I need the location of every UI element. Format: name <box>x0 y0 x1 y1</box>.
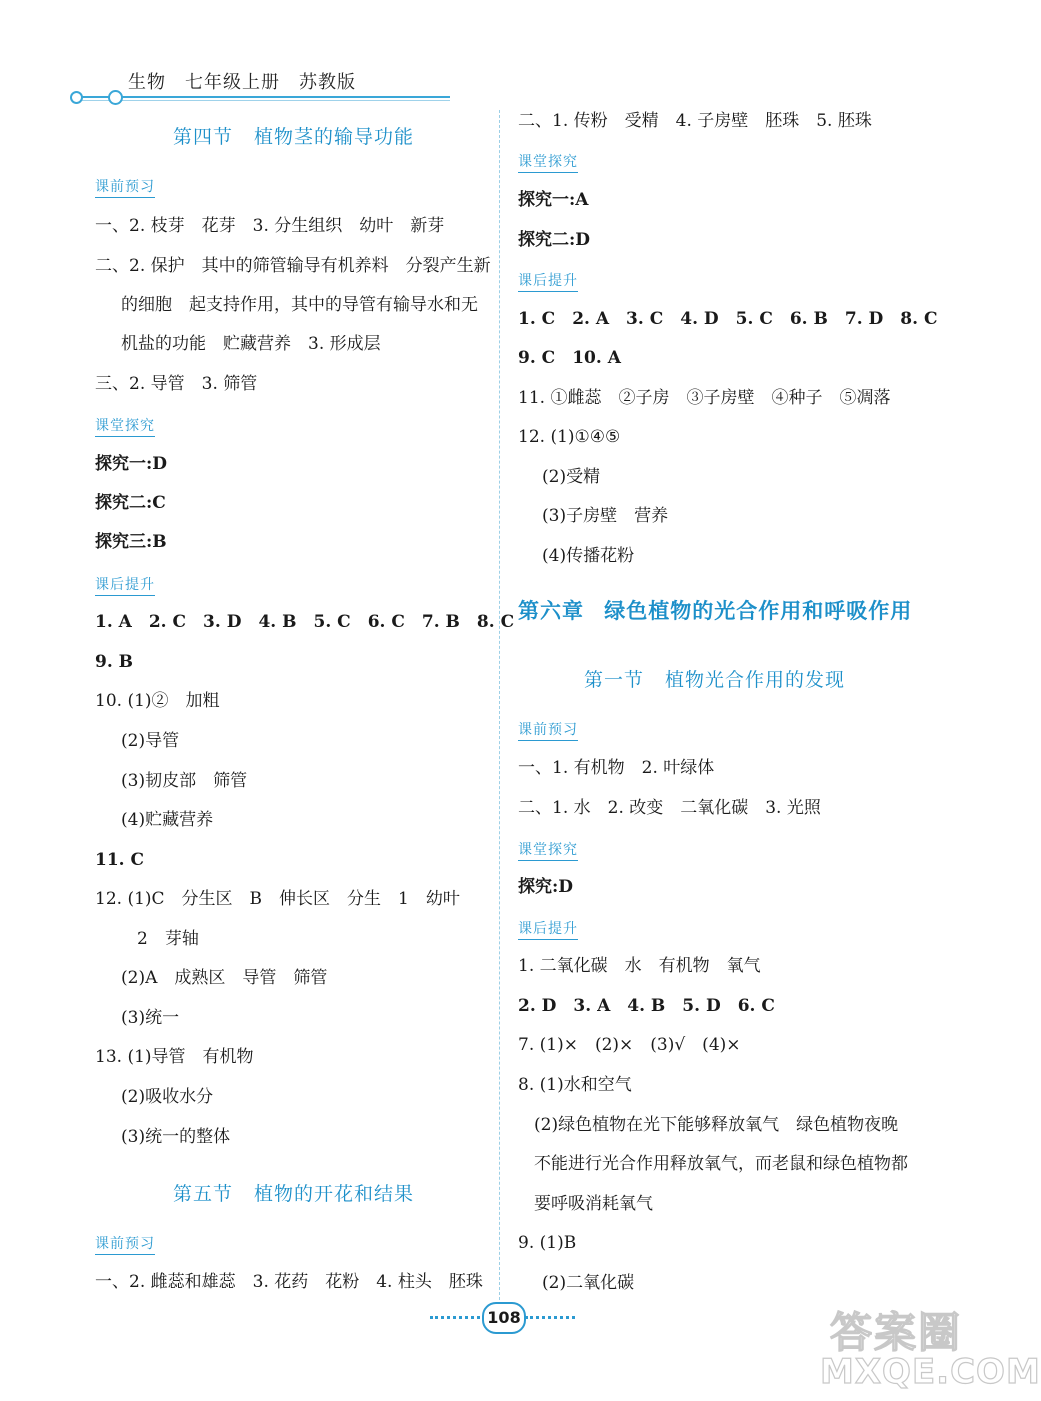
header-ring-icon <box>108 90 123 105</box>
answer-line: 9. C 10. A <box>518 348 621 368</box>
watermark-text: 答案圈 <box>830 1308 963 1357</box>
footer-dots <box>430 1316 480 1319</box>
answer-line: 二、2. 保护 其中的筛管输导有机养料 分裂产生新 <box>95 256 491 276</box>
watermark-url: MXQE.COM <box>820 1352 1041 1392</box>
answer-line: (3)统一 <box>121 1008 180 1028</box>
answer-line: 13. (1)导管 有机物 <box>95 1047 254 1067</box>
answer-line: 一、2. 雌蕊和雄蕊 3. 花药 花粉 4. 柱头 胚珠 <box>95 1272 483 1292</box>
answer-line: 一、1. 有机物 2. 叶绿体 <box>518 758 715 778</box>
answer-line: (2)导管 <box>121 731 180 751</box>
answer-line: (3)韧皮部 筛管 <box>121 771 248 791</box>
tag-improve: 课后提升 <box>518 918 578 940</box>
answer-line: 不能进行光合作用释放氧气，而老鼠和绿色植物都 <box>534 1154 908 1174</box>
answer-line: 2. D 3. A 4. B 5. D 6. C <box>518 996 775 1016</box>
answer-line: 12. (1)C 分生区 B 伸长区 分生 1 幼叶 <box>95 889 460 909</box>
section-title: 第一节 植物光合作用的发现 <box>584 669 846 691</box>
answer-line: 探究:D <box>518 877 574 897</box>
answer-line: 11. C <box>95 850 145 870</box>
answer-line: 探究三:B <box>95 532 167 552</box>
answer-line: (2)绿色植物在光下能够释放氧气 绿色植物夜晚 <box>534 1115 899 1135</box>
page-number: 108 <box>482 1302 526 1334</box>
answer-line: 探究一:D <box>95 454 168 474</box>
tag-improve: 课后提升 <box>518 270 578 292</box>
header-title: 生物 七年级上册 苏教版 <box>128 72 356 93</box>
answer-line: 9. B <box>95 652 134 672</box>
answer-line: 1. A 2. C 3. D 4. B 5. C 6. C 7. B 8. C <box>95 612 515 632</box>
answer-line: 探究二:D <box>518 230 591 250</box>
answer-line: (3)统一的整体 <box>121 1127 231 1147</box>
answer-line: 要呼吸消耗氧气 <box>534 1194 653 1214</box>
watermark-logo <box>820 1300 1041 1395</box>
tag-explore: 课堂探究 <box>518 151 578 173</box>
running-header <box>70 64 450 108</box>
answer-line: 二、1. 水 2. 改变 二氧化碳 3. 光照 <box>518 798 821 818</box>
answer-line: 12. (1)①④⑤ <box>518 427 621 447</box>
answer-line: (3)子房壁 营养 <box>542 506 669 526</box>
page-footer <box>430 1302 575 1334</box>
section-title: 第五节 植物的开花和结果 <box>173 1183 415 1205</box>
tag-preview: 课前预习 <box>95 1233 155 1255</box>
answer-line: 一、2. 枝芽 花芽 3. 分生组织 幼叶 新芽 <box>95 216 445 236</box>
tag-explore: 课堂探究 <box>518 839 578 861</box>
tag-improve: 课后提升 <box>95 574 155 596</box>
answer-line: 二、1. 传粉 受精 4. 子房壁 胚珠 5. 胚珠 <box>518 111 872 131</box>
footer-dots <box>525 1316 575 1319</box>
answer-line: 9. (1)B <box>518 1233 577 1253</box>
answer-line: 机盐的功能 贮藏营养 3. 形成层 <box>121 334 381 354</box>
answer-line: 探究一:A <box>518 190 589 210</box>
tag-explore: 课堂探究 <box>95 415 155 437</box>
column-divider <box>499 110 500 1300</box>
header-rule-thin <box>76 100 450 101</box>
answer-line: 探究二:C <box>95 493 166 513</box>
answer-line: (4)传播花粉 <box>542 546 635 566</box>
chapter-title: 第六章 绿色植物的光合作用和呼吸作用 <box>518 599 913 623</box>
answer-line: (2)吸收水分 <box>121 1087 214 1107</box>
tag-preview: 课前预习 <box>518 719 578 741</box>
header-ring-icon <box>70 91 83 104</box>
answer-line: 1. 二氧化碳 水 有机物 氧气 <box>518 956 761 976</box>
answer-line: 10. (1)② 加粗 <box>95 691 220 711</box>
answer-line: 2 芽轴 <box>137 929 199 949</box>
answer-line: 11. ①雌蕊 ②子房 ③子房壁 ④种子 ⑤凋落 <box>518 388 891 408</box>
answer-line: 1. C 2. A 3. C 4. D 5. C 6. B 7. D 8. C <box>518 309 938 329</box>
answer-line: 三、2. 导管 3. 筛管 <box>95 374 258 394</box>
answer-line: 7. (1)× (2)× (3)√ (4)× <box>518 1035 741 1055</box>
tag-preview: 课前预习 <box>95 176 155 198</box>
section-title: 第四节 植物茎的输导功能 <box>173 126 415 148</box>
answer-line: 的细胞 起支持作用，其中的导管有输导水和无 <box>121 295 478 315</box>
answer-line: (2)二氧化碳 <box>542 1273 635 1293</box>
answer-line: 8. (1)水和空气 <box>518 1075 632 1095</box>
answer-line: (2)A 成熟区 导管 筛管 <box>121 968 328 988</box>
answer-line: (2)受精 <box>542 467 601 487</box>
answer-line: (4)贮藏营养 <box>121 810 214 830</box>
header-rule <box>76 96 450 98</box>
